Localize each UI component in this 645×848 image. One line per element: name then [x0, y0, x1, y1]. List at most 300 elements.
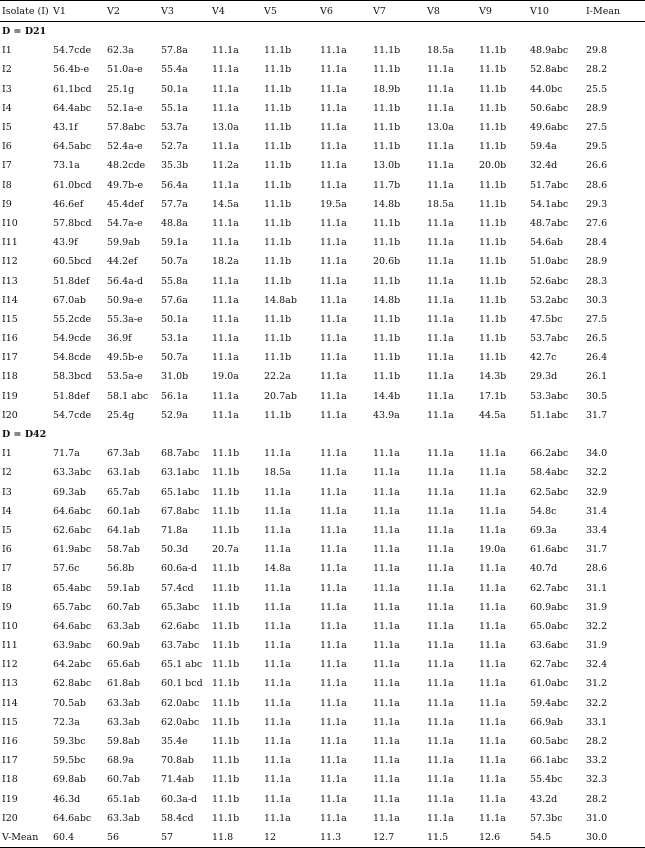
- value-cell: 31.9: [586, 601, 608, 613]
- value-cell: 33.4: [586, 524, 608, 536]
- value-cell: 11.1a: [320, 640, 347, 652]
- value-cell: 31.0: [586, 812, 608, 824]
- value-cell: 62.0abc: [161, 716, 200, 728]
- value-cell: 57.8bcd: [53, 217, 92, 229]
- table-row: [0, 502, 645, 521]
- value-cell: 50.1a: [161, 313, 188, 325]
- value-cell: 11.1a: [320, 237, 347, 249]
- value-cell: 55.2cde: [53, 313, 92, 325]
- isolate-cell: I10: [2, 217, 18, 229]
- value-cell: 11.1a: [212, 294, 239, 306]
- isolate-cell: I2: [2, 64, 12, 76]
- value-cell: 11.1a: [264, 697, 291, 709]
- value-cell: 11.1b: [479, 352, 507, 364]
- value-cell: 11.2a: [212, 160, 239, 172]
- value-cell: 60.3a-d: [161, 793, 198, 805]
- value-cell: 11.1a: [427, 313, 454, 325]
- isolate-cell: I11: [2, 640, 18, 652]
- value-cell: 11.1a: [320, 371, 347, 383]
- section-header-row: [0, 22, 645, 42]
- value-cell: 11.1a: [427, 352, 454, 364]
- value-cell: 11.1a: [479, 448, 506, 460]
- value-cell: 11.1b: [212, 448, 240, 460]
- value-cell: 11.1a: [373, 678, 400, 690]
- table-row: [0, 195, 645, 214]
- value-cell: 25.4g: [107, 409, 135, 421]
- value-cell: 50.7a: [161, 256, 188, 268]
- value-cell: 56.8b: [107, 563, 135, 575]
- mean-cell: 12: [262, 828, 318, 848]
- value-cell: 49.5b-e: [107, 352, 144, 364]
- table-row: [0, 636, 645, 655]
- value-cell: 64.6abc: [53, 505, 92, 517]
- value-cell: 11.1a: [320, 217, 347, 229]
- table-row: [0, 233, 645, 252]
- isolate-cell: I15: [2, 716, 18, 728]
- value-cell: 29.3d: [530, 371, 558, 383]
- value-cell: 59.4abc: [530, 697, 569, 709]
- value-cell: 52.6abc: [530, 275, 569, 287]
- value-cell: 11.1a: [212, 275, 239, 287]
- table-body: [0, 22, 645, 828]
- value-cell: 11.1a: [479, 505, 506, 517]
- value-cell: 11.1a: [320, 505, 347, 517]
- value-cell: 11.1a: [427, 217, 454, 229]
- value-cell: 11.1a: [427, 486, 454, 498]
- value-cell: 11.1a: [427, 237, 454, 249]
- table-row: [0, 790, 645, 809]
- value-cell: 44.2ef: [107, 256, 138, 268]
- value-cell: 56.4a-d: [107, 275, 144, 287]
- value-cell: 52.7a: [161, 141, 188, 153]
- value-cell: 20.7ab: [264, 390, 297, 402]
- value-cell: 11.1a: [427, 544, 454, 556]
- table-row: [0, 444, 645, 463]
- value-cell: 65.1ab: [107, 793, 140, 805]
- value-cell: 50.1a: [161, 83, 188, 95]
- value-cell: 60.7ab: [107, 774, 140, 786]
- value-cell: 11.1a: [320, 697, 347, 709]
- value-cell: 35.3b: [161, 160, 189, 172]
- mean-cell: 56: [105, 828, 159, 848]
- isolate-cell: I4: [2, 505, 12, 517]
- value-cell: 14.8b: [373, 198, 401, 210]
- value-cell: 28.9: [586, 256, 608, 268]
- value-cell: 11.1a: [427, 141, 454, 153]
- value-cell: 27.5: [586, 122, 608, 134]
- value-cell: 30.5: [586, 390, 608, 402]
- value-cell: 11.1b: [479, 198, 507, 210]
- value-cell: 61.8ab: [107, 678, 140, 690]
- table-row: [0, 713, 645, 732]
- value-cell: 11.1a: [373, 755, 400, 767]
- isolate-cell: I14: [2, 294, 18, 306]
- value-cell: 59.1a: [161, 237, 188, 249]
- value-cell: 11.1b: [264, 352, 292, 364]
- value-cell: 11.1a: [427, 812, 454, 824]
- value-cell: 14.5a: [212, 198, 239, 210]
- value-cell: 62.6abc: [53, 524, 92, 536]
- table-row: [0, 770, 645, 789]
- value-cell: 61.9abc: [53, 544, 92, 556]
- table-row: [0, 617, 645, 636]
- mean-cell: 57: [159, 828, 210, 848]
- value-cell: 11.1a: [373, 467, 400, 479]
- value-cell: 32.2: [586, 467, 608, 479]
- value-cell: 63.9abc: [53, 640, 92, 652]
- value-cell: 18.5a: [264, 467, 291, 479]
- value-cell: 61.0bcd: [53, 179, 92, 191]
- value-cell: 11.1a: [479, 640, 506, 652]
- value-cell: 28.4: [586, 237, 608, 249]
- value-cell: 20.6b: [373, 256, 401, 268]
- table-row: [0, 271, 645, 290]
- value-cell: 11.1b: [212, 601, 240, 613]
- value-cell: 11.1a: [427, 659, 454, 671]
- value-cell: 26.1: [586, 371, 608, 383]
- value-cell: 11.1a: [427, 601, 454, 613]
- value-cell: 13.0a: [427, 122, 454, 134]
- value-cell: 51.8def: [53, 390, 90, 402]
- value-cell: 11.1a: [373, 524, 400, 536]
- value-cell: 63.1abc: [161, 467, 200, 479]
- isolate-cell: I15: [2, 313, 18, 325]
- column-header: V1: [51, 1, 105, 22]
- table-row: [0, 655, 645, 674]
- value-cell: 11.1a: [427, 640, 454, 652]
- value-cell: 11.1a: [373, 563, 400, 575]
- isolate-cell: I3: [2, 83, 12, 95]
- value-cell: 11.1a: [264, 524, 291, 536]
- value-cell: 53.1a: [161, 333, 188, 345]
- value-cell: 11.1a: [320, 313, 347, 325]
- value-cell: 59.1ab: [107, 582, 140, 594]
- value-cell: 11.1a: [427, 256, 454, 268]
- value-cell: 11.1a: [427, 102, 454, 114]
- value-cell: 11.1a: [320, 275, 347, 287]
- isolate-cell: I14: [2, 697, 18, 709]
- value-cell: 19.0a: [212, 371, 239, 383]
- mean-cell: 12.6: [477, 828, 528, 848]
- value-cell: 11.1a: [212, 333, 239, 345]
- column-header: I-Mean: [584, 1, 645, 22]
- mean-cell: 11.8: [210, 828, 262, 848]
- value-cell: 11.1a: [427, 793, 454, 805]
- value-cell: 51.1abc: [530, 409, 569, 421]
- value-cell: 11.1a: [320, 812, 347, 824]
- value-cell: 26.4: [586, 352, 608, 364]
- value-cell: 71.7a: [53, 448, 80, 460]
- value-cell: 11.1a: [212, 102, 239, 114]
- value-cell: 11.1a: [427, 448, 454, 460]
- value-cell: 11.1b: [212, 524, 240, 536]
- value-cell: 11.1b: [479, 83, 507, 95]
- value-cell: 18.2a: [212, 256, 239, 268]
- value-cell: 54.7cde: [53, 409, 92, 421]
- value-cell: 11.1a: [427, 294, 454, 306]
- isolate-cell: I19: [2, 793, 18, 805]
- value-cell: 11.1a: [427, 563, 454, 575]
- value-cell: 43.9f: [53, 237, 78, 249]
- value-cell: 11.1a: [212, 64, 239, 76]
- value-cell: 29.8: [586, 45, 608, 57]
- value-cell: 31.7: [586, 409, 608, 421]
- isolate-cell: I5: [2, 524, 12, 536]
- value-cell: 11.1a: [212, 390, 239, 402]
- value-cell: 11.1a: [320, 582, 347, 594]
- value-cell: 62.5abc: [530, 486, 569, 498]
- value-cell: 11.1a: [320, 678, 347, 690]
- value-cell: 62.3a: [107, 45, 134, 57]
- value-cell: 11.1b: [264, 141, 292, 153]
- value-cell: 57.8abc: [107, 122, 146, 134]
- value-cell: 11.1a: [264, 448, 291, 460]
- value-cell: 54.9cde: [53, 333, 92, 345]
- value-cell: 62.7abc: [530, 659, 569, 671]
- table-row: [0, 60, 645, 79]
- value-cell: 45.4def: [107, 198, 144, 210]
- table-row: [0, 540, 645, 559]
- value-cell: 64.6abc: [53, 620, 92, 632]
- value-cell: 11.1b: [264, 409, 292, 421]
- value-cell: 11.1b: [373, 237, 401, 249]
- value-cell: 32.9: [586, 486, 608, 498]
- value-cell: 11.1a: [479, 563, 506, 575]
- value-cell: 62.0abc: [161, 697, 200, 709]
- value-cell: 70.5ab: [53, 697, 86, 709]
- isolate-cell: I2: [2, 467, 12, 479]
- mean-cell: 30.0: [584, 828, 645, 848]
- value-cell: 32.2: [586, 620, 608, 632]
- value-cell: 11.1a: [264, 678, 291, 690]
- value-cell: 48.2cde: [107, 160, 146, 172]
- value-cell: 11.1a: [320, 352, 347, 364]
- value-cell: 62.8abc: [53, 678, 92, 690]
- value-cell: 56.4a: [161, 179, 188, 191]
- column-header: Isolate (I): [0, 1, 51, 22]
- value-cell: 55.1a: [161, 102, 188, 114]
- value-cell: 11.1a: [264, 793, 291, 805]
- value-cell: 40.7d: [530, 563, 558, 575]
- value-cell: 33.1: [586, 716, 608, 728]
- value-cell: 11.1a: [320, 45, 347, 57]
- value-cell: 11.1a: [427, 755, 454, 767]
- value-cell: 11.1b: [212, 659, 240, 671]
- value-cell: 70.8ab: [161, 755, 194, 767]
- value-cell: 18.9b: [373, 83, 401, 95]
- value-cell: 61.1bcd: [53, 83, 92, 95]
- value-cell: 66.9ab: [530, 716, 563, 728]
- value-cell: 53.5a-e: [107, 371, 143, 383]
- value-cell: 63.1ab: [107, 467, 140, 479]
- value-cell: 11.1a: [427, 467, 454, 479]
- value-cell: 11.1a: [373, 812, 400, 824]
- table-row: [0, 176, 645, 195]
- value-cell: 28.2: [586, 736, 608, 748]
- value-cell: 31.0b: [161, 371, 189, 383]
- value-cell: 59.4a: [530, 141, 557, 153]
- isolate-cell: I11: [2, 237, 18, 249]
- table-row: [0, 598, 645, 617]
- value-cell: 65.1abc: [161, 486, 200, 498]
- value-cell: 60.9abc: [530, 601, 569, 613]
- value-cell: 11.1a: [373, 640, 400, 652]
- value-cell: 28.3: [586, 275, 608, 287]
- mean-row: [0, 828, 645, 848]
- value-cell: 11.1a: [320, 160, 347, 172]
- value-cell: 57.4cd: [161, 582, 194, 594]
- value-cell: 63.3ab: [107, 716, 140, 728]
- value-cell: 65.4abc: [53, 582, 92, 594]
- value-cell: 27.6: [586, 217, 608, 229]
- value-cell: 11.1b: [479, 102, 507, 114]
- value-cell: 48.9abc: [530, 45, 569, 57]
- value-cell: 11.1a: [427, 333, 454, 345]
- table-row: [0, 483, 645, 502]
- value-cell: 61.0abc: [530, 678, 569, 690]
- value-cell: 59.8ab: [107, 736, 140, 748]
- value-cell: 17.1b: [479, 390, 507, 402]
- value-cell: 11.1b: [212, 697, 240, 709]
- isolate-cell: I19: [2, 390, 18, 402]
- value-cell: 57.3bc: [530, 812, 563, 824]
- value-cell: 11.1a: [320, 83, 347, 95]
- value-cell: 26.5: [586, 333, 608, 345]
- value-cell: 11.1a: [264, 486, 291, 498]
- value-cell: 14.8a: [264, 563, 291, 575]
- value-cell: 67.0ab: [53, 294, 86, 306]
- value-cell: 62.7abc: [530, 582, 569, 594]
- section-header-row: [0, 425, 645, 444]
- value-cell: 11.1a: [320, 448, 347, 460]
- value-cell: 61.6abc: [530, 544, 569, 556]
- value-cell: 11.1b: [264, 83, 292, 95]
- value-cell: 11.1a: [427, 505, 454, 517]
- header-row: [0, 1, 645, 22]
- value-cell: 53.7abc: [530, 333, 569, 345]
- value-cell: 11.1a: [264, 812, 291, 824]
- value-cell: 51.0a-e: [107, 64, 143, 76]
- table-row: [0, 809, 645, 828]
- value-cell: 36.9f: [107, 333, 132, 345]
- isolate-cell: I5: [2, 122, 12, 134]
- isolate-cell: I17: [2, 755, 18, 767]
- table-row: [0, 310, 645, 329]
- value-cell: 65.3abc: [161, 601, 200, 613]
- value-cell: 22.2a: [264, 371, 291, 383]
- value-cell: 11.1b: [479, 333, 507, 345]
- value-cell: 11.1b: [212, 755, 240, 767]
- value-cell: 57.8a: [161, 45, 188, 57]
- value-cell: 11.1a: [264, 716, 291, 728]
- value-cell: 11.1a: [479, 793, 506, 805]
- isolate-cell: I8: [2, 582, 12, 594]
- value-cell: 43.9a: [373, 409, 400, 421]
- value-cell: 11.1b: [212, 486, 240, 498]
- value-cell: 19.5a: [320, 198, 347, 210]
- value-cell: 11.1b: [264, 122, 292, 134]
- value-cell: 57.6a: [161, 294, 188, 306]
- value-cell: 11.1a: [479, 601, 506, 613]
- value-cell: 28.6: [586, 563, 608, 575]
- value-cell: 53.7a: [161, 122, 188, 134]
- value-cell: 11.1b: [212, 620, 240, 632]
- value-cell: 18.5a: [427, 45, 454, 57]
- value-cell: 11.1b: [264, 237, 292, 249]
- value-cell: 11.1a: [373, 659, 400, 671]
- column-header: V8: [425, 1, 477, 22]
- value-cell: 56.1a: [161, 390, 188, 402]
- value-cell: 28.2: [586, 793, 608, 805]
- value-cell: 71.4ab: [161, 774, 194, 786]
- table-row: [0, 291, 645, 310]
- value-cell: 11.1a: [427, 774, 454, 786]
- value-cell: 32.3: [586, 774, 608, 786]
- section-label: D = D21: [2, 26, 47, 38]
- value-cell: 68.9a: [107, 755, 134, 767]
- value-cell: 11.1b: [212, 716, 240, 728]
- value-cell: 53.3abc: [530, 390, 569, 402]
- value-cell: 11.1b: [479, 313, 507, 325]
- value-cell: 11.1b: [479, 45, 507, 57]
- value-cell: 11.1b: [479, 256, 507, 268]
- value-cell: 11.1b: [264, 45, 292, 57]
- isolate-cell: I4: [2, 102, 12, 114]
- value-cell: 11.1a: [320, 467, 347, 479]
- value-cell: 11.1a: [373, 716, 400, 728]
- isolate-cell: I10: [2, 620, 18, 632]
- value-cell: 11.1b: [264, 313, 292, 325]
- value-cell: 11.1a: [264, 620, 291, 632]
- value-cell: 11.1a: [264, 505, 291, 517]
- value-cell: 73.1a: [53, 160, 80, 172]
- value-cell: 11.1a: [320, 256, 347, 268]
- value-cell: 64.5abc: [53, 141, 92, 153]
- value-cell: 48.7abc: [530, 217, 569, 229]
- table-row: [0, 348, 645, 367]
- value-cell: 26.6: [586, 160, 608, 172]
- table-row: [0, 137, 645, 156]
- value-cell: 63.6abc: [530, 640, 569, 652]
- value-cell: 11.1a: [264, 774, 291, 786]
- value-cell: 58.4cd: [161, 812, 194, 824]
- value-cell: 11.1a: [212, 45, 239, 57]
- value-cell: 52.1a-e: [107, 102, 143, 114]
- value-cell: 14.8ab: [264, 294, 297, 306]
- value-cell: 55.4bc: [530, 774, 563, 786]
- value-cell: 11.1b: [212, 678, 240, 690]
- value-cell: 11.1a: [479, 659, 506, 671]
- value-cell: 11.1a: [479, 812, 506, 824]
- value-cell: 72.3a: [53, 716, 80, 728]
- value-cell: 51.7abc: [530, 179, 569, 191]
- value-cell: 11.1a: [264, 640, 291, 652]
- value-cell: 11.1a: [264, 659, 291, 671]
- value-cell: 11.1a: [264, 736, 291, 748]
- value-cell: 65.6ab: [107, 659, 140, 671]
- value-cell: 11.1a: [212, 217, 239, 229]
- value-cell: 11.1a: [212, 83, 239, 95]
- value-cell: 11.1b: [264, 64, 292, 76]
- value-cell: 64.1ab: [107, 524, 140, 536]
- value-cell: 67.3ab: [107, 448, 140, 460]
- value-cell: 11.1b: [373, 333, 401, 345]
- isolate-cell: I18: [2, 774, 18, 786]
- value-cell: 11.1a: [479, 755, 506, 767]
- value-cell: 55.4a: [161, 64, 188, 76]
- value-cell: 55.8a: [161, 275, 188, 287]
- column-header: V4: [210, 1, 262, 22]
